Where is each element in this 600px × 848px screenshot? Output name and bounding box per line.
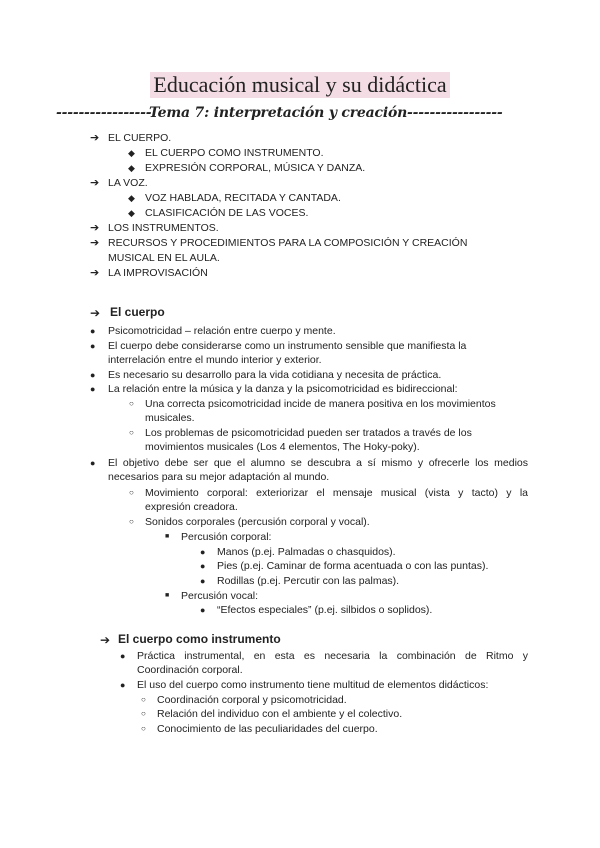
bullet-text: La relación entre la música y la danza y la psicomotricidad es bidireccional: [108,383,458,395]
bullet-text: Es necesario su desarrollo para la vida cotidiana y necesita de práctica. [108,369,442,381]
bullet-dot-icon: ● [200,605,206,615]
index-subitem: CLASIFICACIÓN DE LAS VOCES. [145,207,309,219]
bullet-text: Manos (p.ej. Palmadas o chasquidos). [217,546,396,558]
diamond-bullet-icon: ◆ [128,163,135,173]
bullet-text: Sonidos corporales (percusión corporal y vocal). [145,516,370,528]
circle-bullet-icon: ○ [129,488,134,497]
bullet-text-continued: Coordinación corporal. [137,664,243,676]
bullet-dot-icon: ● [90,370,96,380]
index-item: LA IMPROVISACIÓN [108,267,208,279]
arrow-icon: ➔ [90,267,100,279]
arrow-icon: ➔ [90,306,101,320]
bullet-text-continued: necesarios para su mejor adaptación al mundo. [108,471,330,483]
bullet-text: Los problemas de psicomotricidad pueden ser tratados a través de los [145,427,472,439]
section-heading: El cuerpo [110,305,165,319]
title-container [0,72,600,98]
arrow-icon: ➔ [90,237,100,249]
index-subitem: VOZ HABLADA, RECITADA Y CANTADA. [145,192,341,204]
arrow-icon: ➔ [90,132,100,144]
bullet-dot-icon: ● [90,384,96,394]
bullet-text: El objetivo debe ser que el alumno se descubra a sí mismo y ofrecerle los medios [108,457,528,469]
bullet-text-continued: movimientos musicales (Los 4 elementos, The Hoky-poky). [145,441,420,453]
arrow-icon: ➔ [100,633,111,647]
index-subitem: EXPRESIÓN CORPORAL, MÚSICA Y DANZA. [145,162,366,174]
bullet-dot-icon: ● [200,576,206,586]
bullet-text: Conocimiento de las peculiaridades del cuerpo. [157,723,378,735]
circle-bullet-icon: ○ [141,709,146,718]
arrow-icon: ➔ [90,177,100,189]
circle-bullet-icon: ○ [129,399,134,408]
bullet-text: Rodillas (p.ej. Percutir con las palmas). [217,575,400,587]
bullet-text: Una correcta psicomotricidad incide de manera positiva en los movimientos [145,398,496,410]
bullet-dot-icon: ● [120,651,126,661]
index-item: RECURSOS Y PROCEDIMIENTOS PARA LA COMPOSICIÓN Y CREACIÓN [108,237,468,249]
bullet-dot-icon: ● [200,547,206,557]
bullet-text-continued: expresión creadora. [145,501,238,513]
bullet-dot-icon: ● [120,680,126,690]
bullet-text: Pies (p.ej. Caminar de forma acentuada o con las puntas). [217,560,489,572]
circle-bullet-icon: ○ [141,695,146,704]
page-title: Educación musical y su didáctica [150,72,449,98]
bullet-dot-icon: ● [90,458,96,468]
diamond-bullet-icon: ◆ [128,208,135,218]
index-item: EL CUERPO. [108,132,172,144]
bullet-text: Relación del individuo con el ambiente y el colectivo. [157,708,403,720]
bullet-dot-icon: ● [200,561,206,571]
square-bullet-icon: ■ [165,533,170,540]
circle-bullet-icon: ○ [129,517,134,526]
bullet-text: Movimiento corporal: exteriorizar el mensaje musical (vista y tacto) y la [145,487,528,499]
bullet-text: El cuerpo debe considerarse como un instrumento sensible que manifiesta la [108,340,467,352]
index-item: LA VOZ. [108,177,148,189]
bullet-text-continued: interrelación entre el mundo interior y exterior. [108,354,322,366]
bullet-text: Coordinación corporal y psicomotricidad. [157,694,347,706]
bullet-text: El uso del cuerpo como instrumento tiene multitud de elementos didácticos: [137,679,489,691]
bullet-text: “Efectos especiales” (p.ej. silbidos o soplidos). [217,604,433,616]
bullet-text: Psicomotricidad – relación entre cuerpo y mente. [108,325,336,337]
bullet-dot-icon: ● [90,341,96,351]
arrow-icon: ➔ [90,222,100,234]
bullet-text: Percusión corporal: [181,531,272,543]
bullet-dot-icon: ● [90,326,96,336]
section-heading: El cuerpo como instrumento [118,632,281,646]
index-subitem: EL CUERPO COMO INSTRUMENTO. [145,147,324,159]
diamond-bullet-icon: ◆ [128,193,135,203]
circle-bullet-icon: ○ [141,724,146,733]
bullet-text: Práctica instrumental, en esta es necesaria la combinación de Ritmo y [137,650,528,662]
bullet-text: Percusión vocal: [181,590,259,602]
index-item: LOS INSTRUMENTOS. [108,222,219,234]
square-bullet-icon: ■ [165,592,170,599]
bullet-text-continued: musicales. [145,412,195,424]
diamond-bullet-icon: ◆ [128,148,135,158]
index-item-continued: MUSICAL EN EL AULA. [108,252,220,264]
circle-bullet-icon: ○ [129,428,134,437]
subtitle: -----------------Tema 7: interpretación y creación----------------- [56,105,503,121]
